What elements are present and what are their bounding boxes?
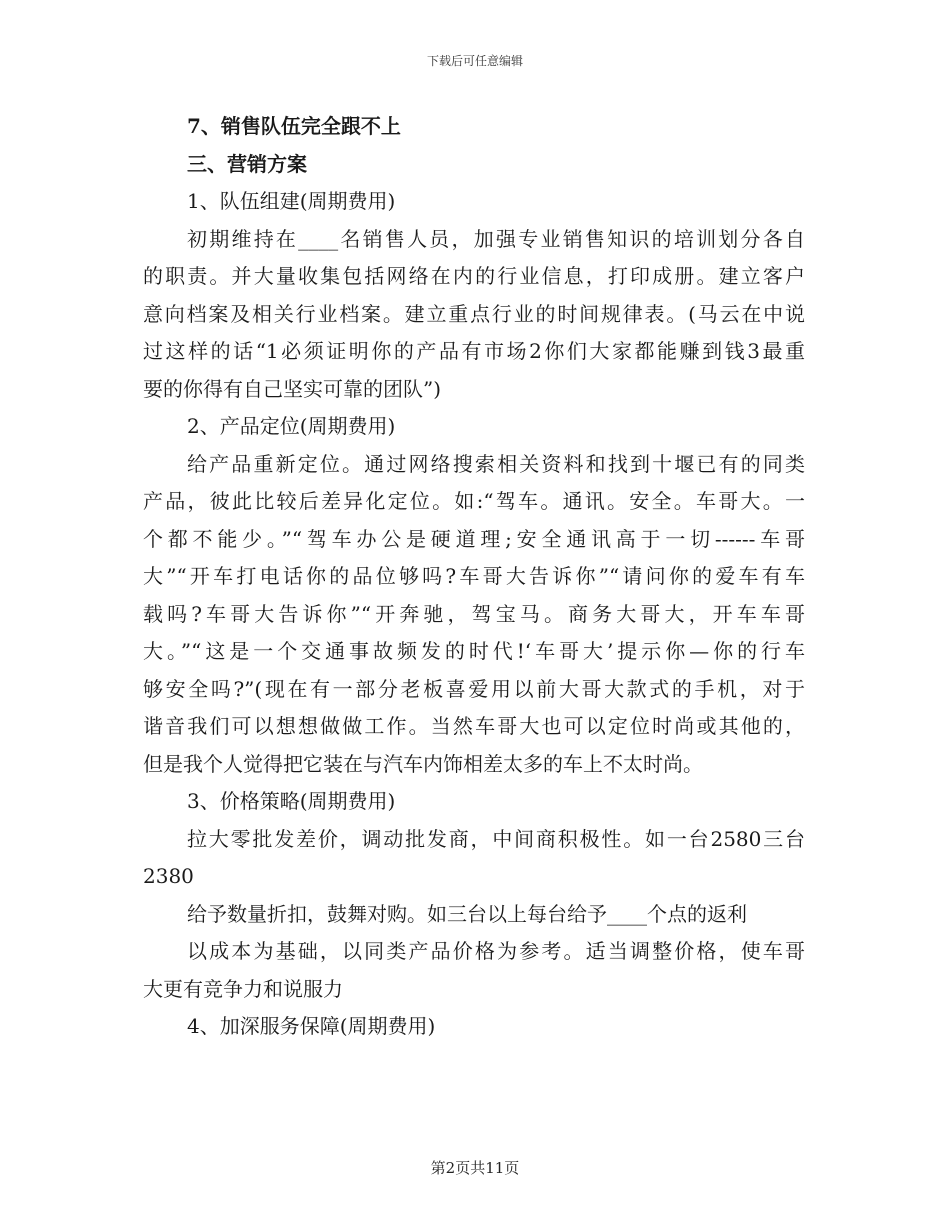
paragraph-line: 的职责。并大量收集包括网络在内的行业信息，打印成册。建立客户 <box>143 264 805 288</box>
paragraph-line: 大更有竞争力和说服力 <box>143 976 343 1001</box>
paragraph-line: 以成本为基础，以同类产品价格为参考。适当调整价格，使车哥 <box>187 939 805 963</box>
paragraph-line: 谐音我们可以想想做做工作。当然车哥大也可以定位时尚或其他的， <box>143 714 805 738</box>
paragraph-line: 大”“开车打电话你的品位够吗?车哥大告诉你”“请问你的爱车有车 <box>143 564 805 588</box>
paragraph-line: 拉大零批发差价，调动批发商，中间商积极性。如一台2580三台 <box>187 826 805 851</box>
section-heading-marketing-plan: 三、营销方案 <box>187 151 307 176</box>
paragraph-line: 要的你得有自己坚实可靠的团队”) <box>143 376 442 401</box>
page-number: 第2页共11页 <box>430 1159 520 1177</box>
document-body <box>143 108 805 1046</box>
subheading-product-positioning: 2、产品定位(周期费用) <box>187 414 396 438</box>
paragraph-line: 意向档案及相关行业档案。建立重点行业的时间规律表。(马云在中说 <box>143 301 805 326</box>
subheading-team-building: 1、队伍组建(周期费用) <box>187 189 396 213</box>
paragraph-line: 初期维持在____名销售人员，加强专业销售知识的培训划分各自 <box>187 226 805 251</box>
paragraph-line: 大。”“这是一个交通事故频发的时代!‘车哥大’提示你—你的行车 <box>143 639 805 663</box>
paragraph-line: 载吗?车哥大告诉你”“开奔驰，驾宝马。商务大哥大，开车车哥 <box>143 601 805 626</box>
subheading-pricing-strategy: 3、价格策略(周期费用) <box>187 789 396 813</box>
paragraph-line: 产品，彼此比较后差异化定位。如:“驾车。通讯。安全。车哥大。一 <box>143 489 805 513</box>
paragraph-line: 够安全吗?”(现在有一部分老板喜爱用以前大哥大款式的手机，对于 <box>143 676 805 701</box>
paragraph-line: 给予数量折扣，鼓舞对购。如三台以上每台给予____个点的返利 <box>187 901 747 926</box>
paragraph-line: 个都不能少。”“驾车办公是硬道理;安全通讯高于一切------车哥 <box>143 526 805 551</box>
list-item-sales-team: 7、销售队伍完全跟不上 <box>187 114 401 138</box>
paragraph-line: 给产品重新定位。通过网络搜索相关资料和找到十堰已有的同类 <box>187 451 805 476</box>
subheading-service-guarantee: 4、加深服务保障(周期费用) <box>187 1014 436 1038</box>
paragraph-line: 2380 <box>143 864 194 888</box>
page-header: 下载后可任意编辑 <box>426 54 523 68</box>
paragraph-line: 但是我个人觉得把它装在与汽车内饰相差太多的车上不太时尚。 <box>143 751 703 776</box>
paragraph-line: 过这样的话“1必须证明你的产品有市场2你们大家都能赚到钱3最重 <box>143 339 805 363</box>
